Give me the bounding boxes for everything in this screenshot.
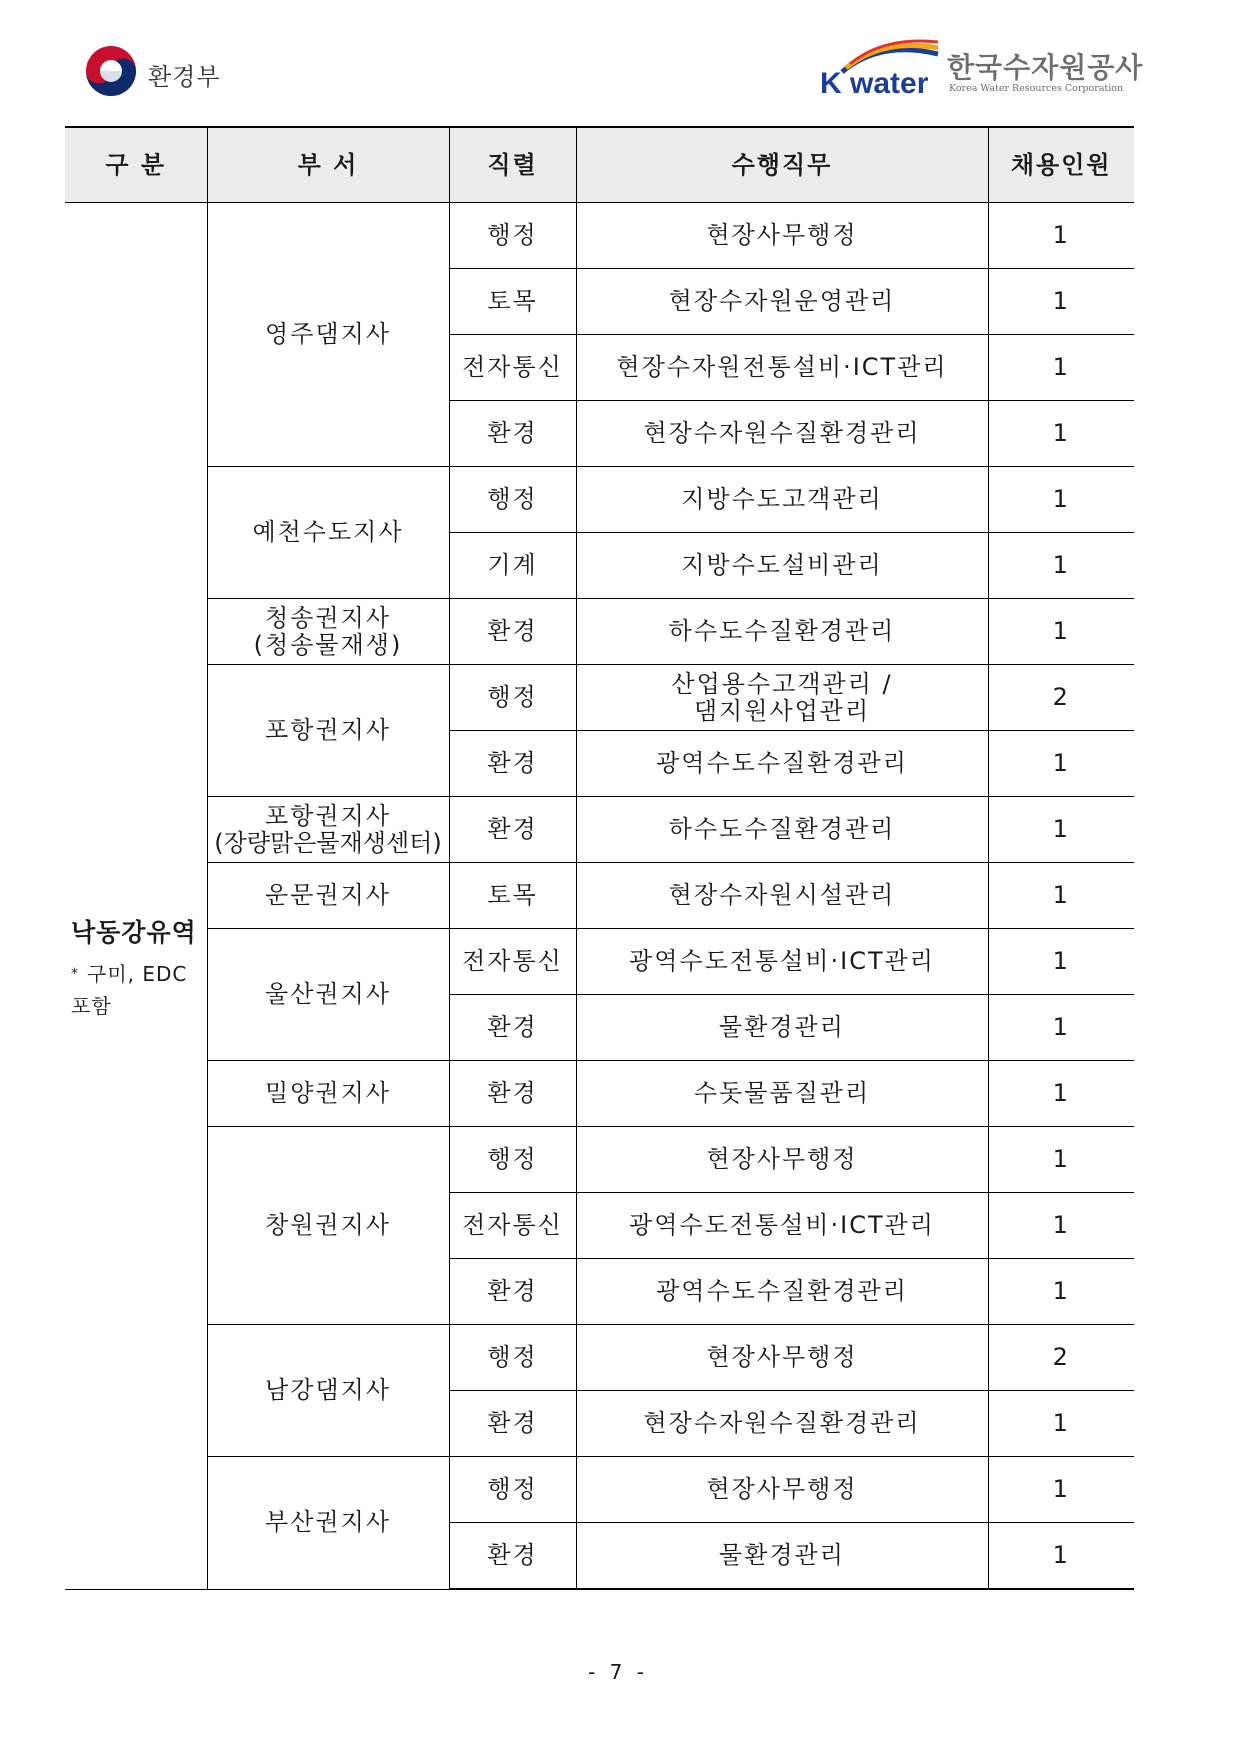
duty-cell [576,929,988,995]
table-row [65,1325,1134,1391]
table-row [65,665,1134,731]
department-cell [207,1061,449,1127]
duty-cell [576,467,988,533]
category-note [71,958,207,1022]
duty-cell [576,533,988,599]
page-header [0,0,1236,126]
duty-text: 하수도수질환경관리 [668,617,896,645]
duty-text: 광역수도수질환경관리 [656,749,908,777]
column-header: 채용인원 [988,127,1134,203]
duty-text: 광역수도전통설비·ICT관리 [629,947,935,975]
department-cell [207,599,449,665]
headcount-cell: 1 [988,1127,1134,1193]
headcount-cell: 1 [988,929,1134,995]
headcount-cell: 1 [988,863,1134,929]
department-cell [207,1325,449,1457]
duty-cell [576,1193,988,1259]
category-name: 낙동강유역 [71,918,197,947]
duty-cell [576,995,988,1061]
duty-cell [576,401,988,467]
duty-cell [576,1391,988,1457]
duty-text: 현장수자원시설관리 [668,881,896,909]
recruitment-table [65,126,1134,1590]
column-header: 수행직무 [576,127,988,203]
note-marker: * [71,966,79,982]
series-cell: 전자통신 [449,929,576,995]
series-cell: 행정 [449,1325,576,1391]
duty-text: 현장사무행정 [706,221,858,249]
duty-text: 현장사무행정 [706,1145,858,1173]
duty-text: 광역수도전통설비·ICT관리 [629,1211,935,1239]
page-number: - 7 - [588,1660,648,1684]
series-cell: 환경 [449,599,576,665]
kwater-org-name: 한국수자원공사 [947,51,1144,84]
series-cell: 환경 [449,995,576,1061]
series-cell: 환경 [449,1523,576,1590]
duty-cell [576,599,988,665]
series-cell: 환경 [449,401,576,467]
duty-cell [576,203,988,269]
duty-cell [576,665,988,731]
table-row [65,1061,1134,1127]
headcount-cell: 1 [988,269,1134,335]
duty-text: 지방수도고객관리 [681,485,883,513]
duty-cell [576,1523,988,1590]
series-cell: 행정 [449,467,576,533]
headcount-cell: 1 [988,533,1134,599]
series-cell: 환경 [449,1391,576,1457]
headcount-cell: 1 [988,995,1134,1061]
duty-cell [576,1325,988,1391]
department-cell [207,929,449,1061]
headcount-cell: 1 [988,203,1134,269]
duty-text: 산업용수고객관리 / [671,669,893,698]
department-cell [207,797,449,863]
duty-cell [576,269,988,335]
series-cell: 토목 [449,863,576,929]
column-header: 부 서 [207,127,449,203]
department-subname: (장량맑은물재생센터) [214,828,442,857]
duty-text: 수돗물품질관리 [693,1079,871,1107]
headcount-cell: 1 [988,1391,1134,1457]
table-row [65,1127,1134,1193]
duty-text: 현장수자원운영관리 [668,287,896,315]
department-name: 밀양권지사 [265,1079,391,1107]
duty-cell [576,863,988,929]
headcount-cell: 1 [988,335,1134,401]
duty-text: 물환경관리 [719,1541,845,1569]
duty-text-line2: 댐지원사업관리 [693,696,871,725]
department-name: 창원권지사 [265,1211,391,1239]
series-cell: 환경 [449,1061,576,1127]
headcount-cell: 1 [988,731,1134,797]
department-cell [207,467,449,599]
department-name: 영주댐지사 [265,320,391,348]
duty-text: 물환경관리 [719,1013,845,1041]
department-cell [207,1457,449,1590]
duty-text: 지방수도설비관리 [681,551,883,579]
table-row [65,467,1134,533]
taegeuk-logo-icon [84,44,138,98]
series-cell: 행정 [449,665,576,731]
headcount-cell: 1 [988,1523,1134,1590]
department-cell [207,665,449,797]
department-name: 운문권지사 [265,881,391,909]
headcount-cell: 1 [988,599,1134,665]
duty-cell [576,1127,988,1193]
series-cell: 행정 [449,203,576,269]
duty-text: 현장수자원수질환경관리 [643,419,921,447]
category-cell [65,203,207,1590]
series-cell: 전자통신 [449,1193,576,1259]
duty-cell [576,797,988,863]
duty-text: 현장사무행정 [706,1475,858,1503]
duty-cell [576,731,988,797]
duty-cell [576,335,988,401]
department-cell [207,1127,449,1325]
duty-text: 광역수도수질환경관리 [656,1277,908,1305]
kwater-org-name-english: Korea Water Resources Corporation [949,83,1124,94]
duty-text: 현장수자원수질환경관리 [643,1409,921,1437]
department-name: 포항권지사 [265,716,391,744]
headcount-cell: 1 [988,467,1134,533]
table-row [65,929,1134,995]
duty-text: 현장수자원전통설비·ICT관리 [616,353,948,381]
series-cell: 환경 [449,797,576,863]
table-row [65,1457,1134,1523]
headcount-cell: 1 [988,401,1134,467]
duty-cell [576,1457,988,1523]
series-cell: 환경 [449,1259,576,1325]
headcount-cell: 1 [988,1259,1134,1325]
series-cell: 토목 [449,269,576,335]
column-header: 구 분 [65,127,207,203]
series-cell: 전자통신 [449,335,576,401]
note-text: 구미, EDC 포함 [71,962,188,1018]
headcount-cell: 1 [988,797,1134,863]
table-row [65,863,1134,929]
department-name: 청송권지사 [265,603,391,632]
series-cell: 기계 [449,533,576,599]
series-cell: 환경 [449,731,576,797]
table-row [65,599,1134,665]
kwater-logo-text: K water [820,67,929,100]
duty-cell [576,1259,988,1325]
series-cell: 행정 [449,1127,576,1193]
department-cell [207,203,449,467]
department-name: 예천수도지사 [252,518,404,546]
headcount-cell: 2 [988,1325,1134,1391]
series-cell: 행정 [449,1457,576,1523]
column-header: 직렬 [449,127,576,203]
department-name: 남강댐지사 [265,1376,391,1404]
table-row [65,797,1134,863]
moe-org-name: 환경부 [148,63,221,91]
duty-text: 현장사무행정 [706,1343,858,1371]
department-cell [207,863,449,929]
duty-text: 하수도수질환경관리 [668,815,896,843]
headcount-cell: 2 [988,665,1134,731]
department-subname: (청송물재생) [253,630,403,659]
headcount-cell: 1 [988,1193,1134,1259]
department-name: 포항권지사 [265,801,391,830]
department-name: 울산권지사 [265,980,391,1008]
table-row [65,203,1134,269]
department-name: 부산권지사 [265,1508,391,1537]
headcount-cell: 1 [988,1457,1134,1523]
duty-cell [576,1061,988,1127]
headcount-cell: 1 [988,1061,1134,1127]
